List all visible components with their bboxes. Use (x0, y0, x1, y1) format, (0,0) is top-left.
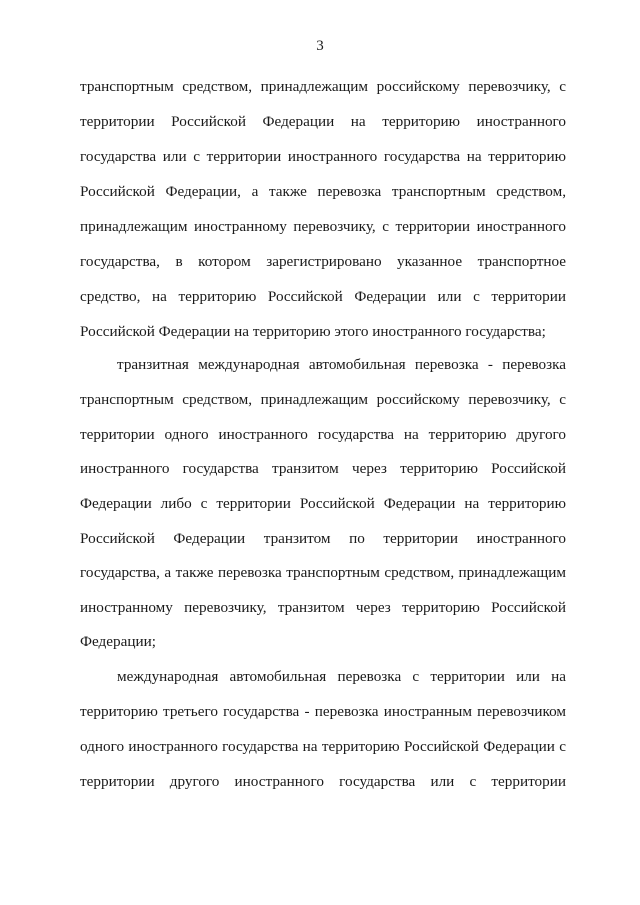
text-line: территории другого иностранного государства или с территории (80, 773, 566, 790)
text-line: Федерации либо с территории Российской Федерации на территорию (80, 495, 566, 512)
text-line: Российской Федерации транзитом по территории иностранного (80, 530, 566, 547)
text-line: территории Российской Федерации на территорию иностранного (80, 113, 566, 130)
text-line: территории одного иностранного государства на территорию другого (80, 426, 566, 443)
text-line: иностранного государства транзитом через территорию Российской (80, 460, 566, 477)
text-line: одного иностранного государства на территорию Российской Федерации с (80, 738, 566, 755)
text-line: иностранному перевозчику, транзитом через территорию Российской (80, 599, 566, 616)
text-line: Российской Федерации на территорию этого иностранного государства; (80, 323, 546, 340)
text-line: транспортным средством, принадлежащим российскому перевозчику, с (80, 78, 566, 95)
text-line: государства или с территории иностранного государства на территорию (80, 148, 566, 165)
text-line: средство, на территорию Российской Федерации или с территории (80, 288, 566, 305)
text-line: транзитная международная автомобильная перевозка - перевозка (117, 356, 566, 373)
text-line: территорию третьего государства - перевозка иностранным перевозчиком (80, 703, 566, 720)
text-line: государства, а также перевозка транспортным средством, принадлежащим (80, 564, 566, 581)
text-line: международная автомобильная перевозка с территории или на (117, 668, 566, 685)
text-line: транспортным средством, принадлежащим российскому перевозчику, с (80, 391, 566, 408)
text-line: Российской Федерации, а также перевозка транспортным средством, (80, 183, 566, 200)
text-line: Федерации; (80, 633, 156, 650)
text-line: государства, в котором зарегистрировано указанное транспортное (80, 253, 566, 270)
page-number: 3 (316, 38, 324, 54)
text-line: принадлежащим иностранному перевозчику, с территории иностранного (80, 218, 566, 235)
